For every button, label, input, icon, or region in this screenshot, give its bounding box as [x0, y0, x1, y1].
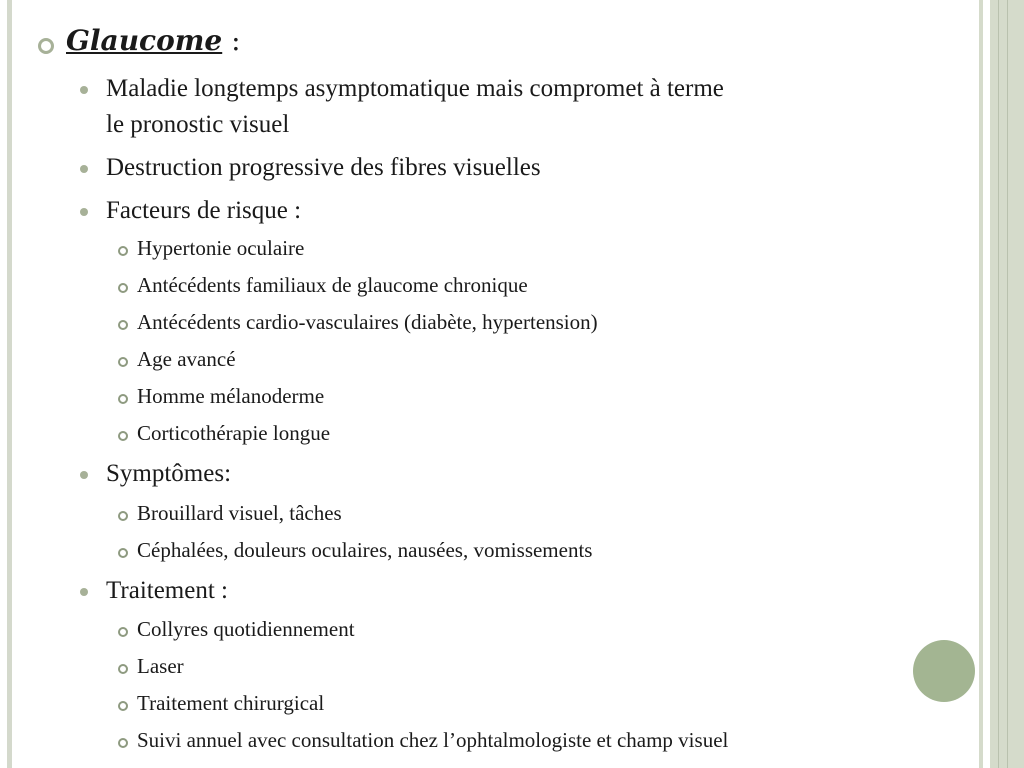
- sub-bullet-icon: [118, 738, 128, 748]
- bullet-icon: [80, 471, 88, 479]
- sub-point: Laser: [137, 654, 184, 678]
- sub-bullet-icon: [118, 357, 128, 367]
- point-text: Symptômes:: [106, 460, 232, 487]
- sub-bullet-icon: [118, 664, 128, 674]
- sub-point: Céphalées, douleurs oculaires, nausées, vomissements: [137, 538, 593, 562]
- sub-bullet-icon: [118, 394, 128, 404]
- sub-bullet-icon: [118, 627, 128, 637]
- sub-bullet-icon: [118, 246, 128, 256]
- right-border-line: [1007, 0, 1008, 768]
- sub-bullet-icon: [118, 320, 128, 330]
- sub-bullet-icon: [118, 548, 128, 558]
- bullet-icon: [80, 165, 88, 173]
- sub-point: Collyres quotidiennement: [137, 617, 355, 641]
- right-border-stripe: [979, 0, 983, 768]
- left-border-decoration: [7, 0, 12, 768]
- point-text: Traitement :: [106, 577, 228, 604]
- title-text: Glaucome: [66, 24, 223, 57]
- point-text: Maladie longtemps asymptomatique mais compromet à terme: [106, 75, 724, 102]
- sub-point: Homme mélanoderme: [137, 384, 325, 408]
- sub-point: Antécédents cardio-vasculaires (diabète, hypertension): [137, 310, 598, 334]
- sub-point: Brouillard visuel, tâches: [137, 501, 342, 525]
- hollow-bullet-icon: [38, 38, 54, 54]
- bullet-icon: [80, 588, 88, 596]
- sub-point: Traitement chirurgical: [137, 691, 325, 715]
- sub-point: Age avancé: [137, 347, 236, 371]
- sub-bullet-icon: [118, 283, 128, 293]
- sub-point: Antécédents familiaux de glaucome chronique: [137, 273, 528, 297]
- sub-point: Hypertonie oculaire: [137, 236, 305, 260]
- sub-point: Suivi annuel avec consultation chez l’ophtalmologiste et champ visuel: [137, 728, 729, 752]
- point-text: Destruction progressive des fibres visuelles: [106, 154, 541, 181]
- right-border-line: [998, 0, 999, 768]
- sub-bullet-icon: [118, 511, 128, 521]
- slide-title: [66, 24, 241, 57]
- bullet-icon: [80, 208, 88, 216]
- sub-bullet-icon: [118, 701, 128, 711]
- decorative-circle: [913, 640, 975, 702]
- bullet-icon: [80, 86, 88, 94]
- sub-point: Corticothérapie longue: [137, 421, 331, 445]
- sub-bullet-icon: [118, 431, 128, 441]
- point-text: Facteurs de risque :: [106, 197, 302, 224]
- point-text-cont: le pronostic visuel: [106, 111, 290, 138]
- title-suffix: :: [222, 24, 241, 57]
